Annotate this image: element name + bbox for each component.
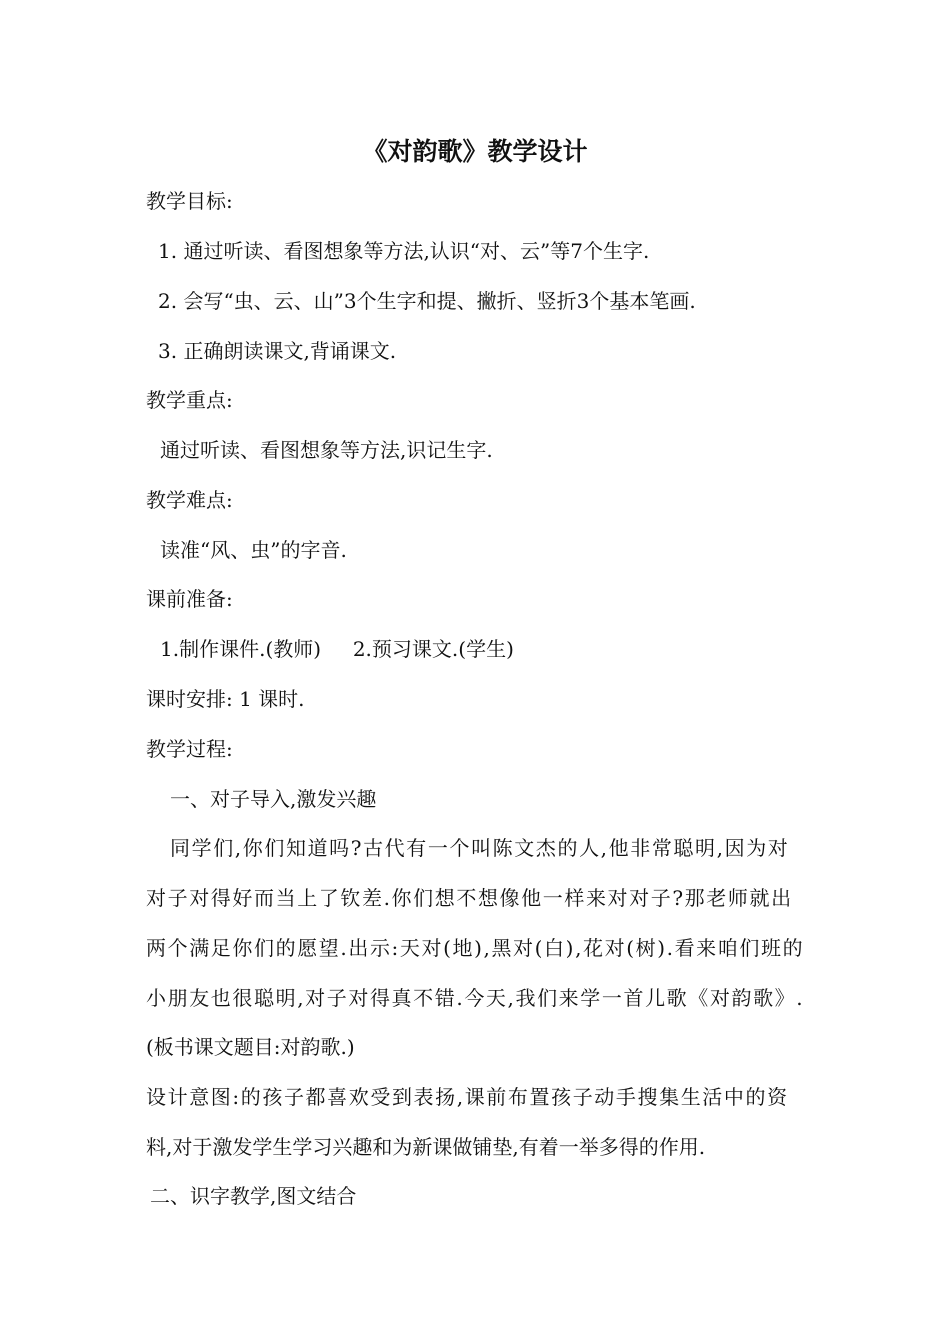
section1-paragraph-line: 两个满足你们的愿望.出示:天对(地),黑对(白),花对(树).看来咱们班的	[146, 936, 805, 960]
section2-heading: 二、识字教学,图文结合	[150, 1184, 357, 1208]
section1-paragraph-line: 同学们,你们知道吗?古代有一个叫陈文杰的人,他非常聪明,因为对	[170, 836, 790, 860]
objectives-heading: 教学目标:	[146, 189, 233, 213]
key-points-heading: 教学重点:	[146, 388, 233, 412]
schedule-text: 课时安排: 1 课时.	[146, 687, 305, 711]
design-intent-line: 设计意图:的孩子都喜欢受到表扬,课前布置孩子动手搜集生活中的资	[146, 1085, 789, 1109]
process-heading: 教学过程:	[146, 737, 233, 761]
document-title: 《对韵歌》教学设计	[362, 137, 588, 166]
preparation-text: 1.制作课件.(教师) 2.预习课文.(学生)	[160, 637, 514, 661]
preparation-heading: 课前准备:	[146, 587, 233, 611]
section1-paragraph-line: 对子对得好而当上了钦差.你们想不想像他一样来对对子?那老师就出	[146, 886, 793, 910]
objective-item-3: 3. 正确朗读课文,背诵课文.	[158, 339, 397, 363]
objective-item-2: 2. 会写“虫、云、山”3个生字和提、撇折、竖折3个基本笔画.	[158, 289, 696, 313]
design-intent-line: 料,对于激发学生学习兴趣和为新课做铺垫,有着一举多得的作用.	[146, 1135, 706, 1159]
difficulties-heading: 教学难点:	[146, 488, 233, 512]
objective-item-1: 1. 通过听读、看图想象等方法,认识“对、云”等7个生字.	[158, 239, 650, 263]
section1-heading: 一、对子导入,激发兴趣	[170, 787, 377, 811]
difficulties-text: 读准“风、虫”的字音.	[160, 538, 347, 562]
key-points-text: 通过听读、看图想象等方法,识记生字.	[160, 438, 493, 462]
section1-paragraph-line: (板书课文题目:对韵歌.)	[146, 1035, 355, 1059]
section1-paragraph-line: 小朋友也很聪明,对子对得真不错.今天,我们来学一首儿歌《对韵歌》.	[146, 986, 805, 1010]
